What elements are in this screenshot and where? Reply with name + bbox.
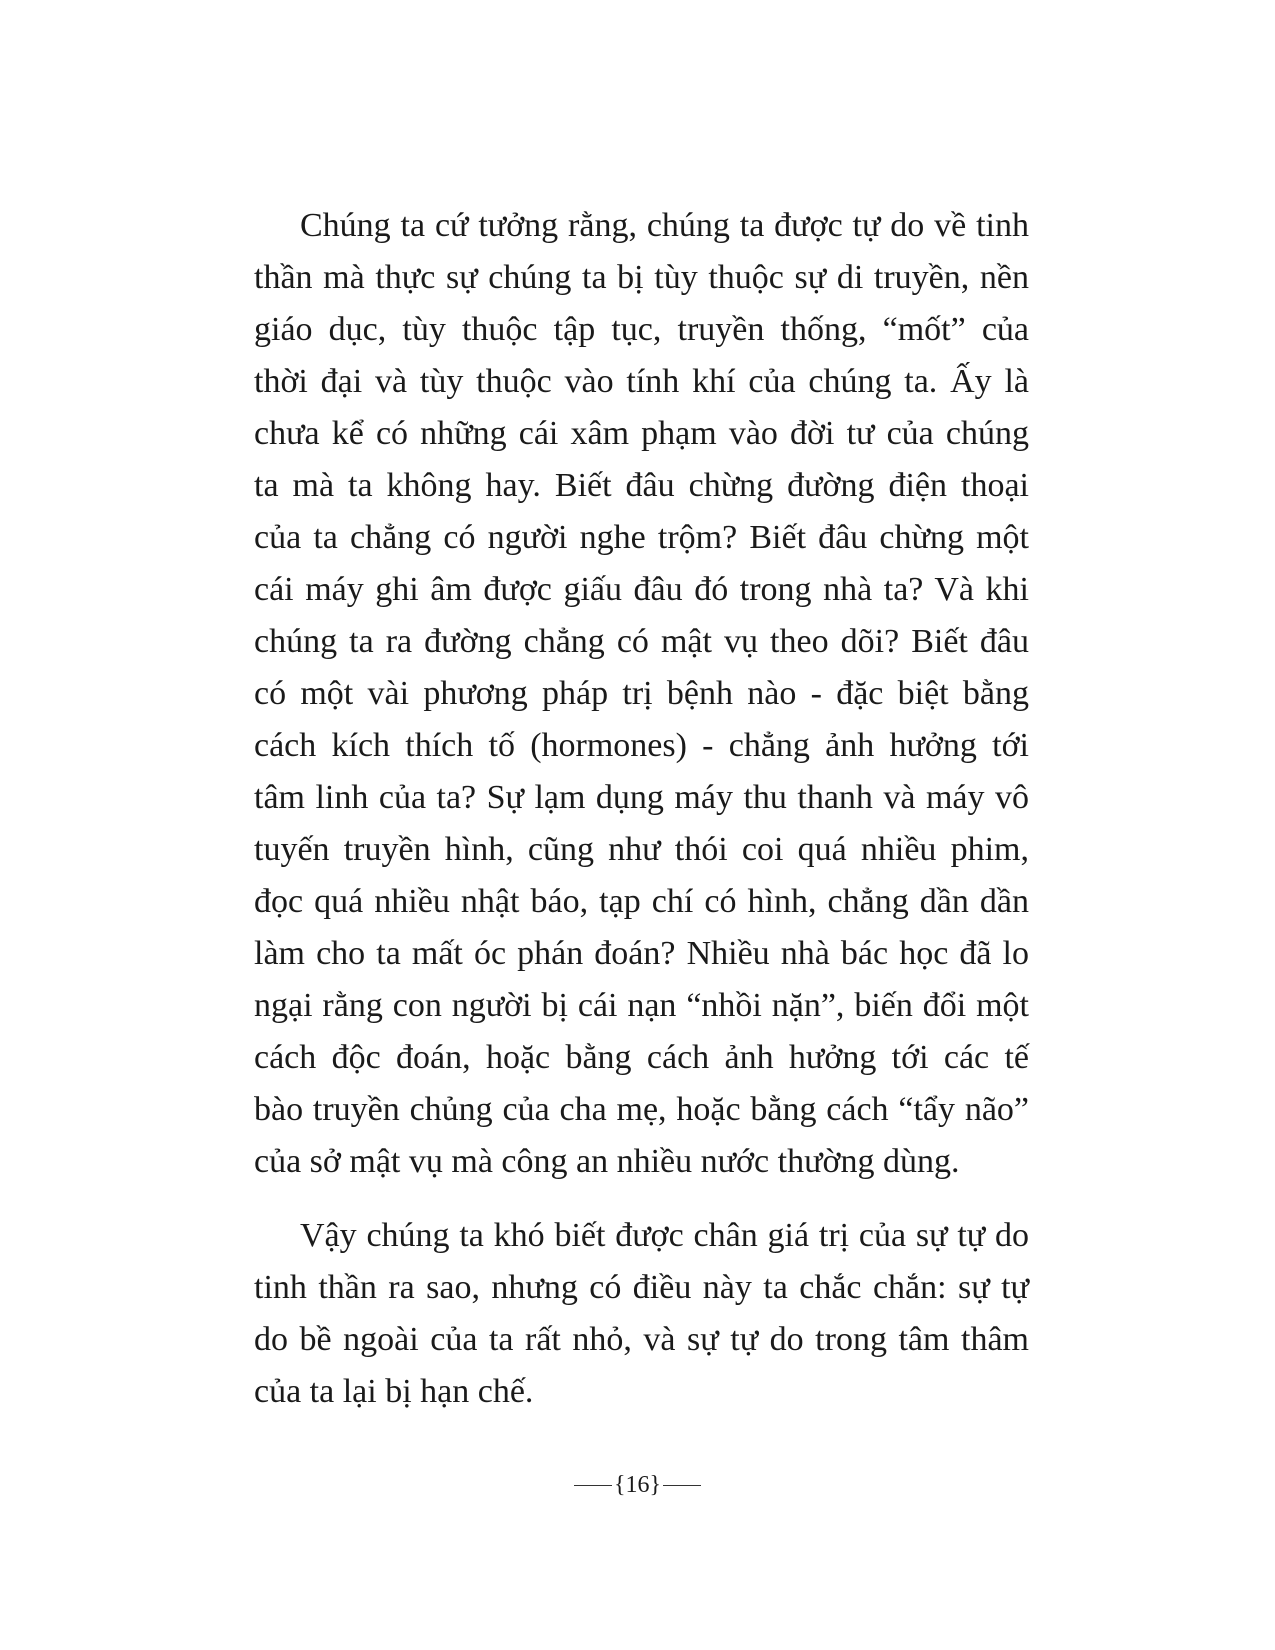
text-line: của ta chẳng có người nghe trộm? Biết đâu chừng một <box>254 519 1029 556</box>
footer-rule-left <box>574 1485 612 1486</box>
text-line: cách kích thích tố (hormones) - chẳng ảnh hưởng tới <box>254 727 1029 764</box>
text-line: của ta lại bị hạn chế. <box>254 1373 534 1410</box>
text-line: có một vài phương pháp trị bệnh nào - đặc biệt bằng <box>254 675 1029 712</box>
text-line: thần mà thực sự chúng ta bị tùy thuộc sự di truyền, nền <box>254 259 1029 296</box>
text-line: tâm linh của ta? Sự lạm dụng máy thu thanh và máy vô <box>254 779 1029 816</box>
text-line: làm cho ta mất óc phán đoán? Nhiều nhà bác học đã lo <box>254 935 1029 972</box>
footer-open-brace: { <box>613 1472 626 1498</box>
text-line: cái máy ghi âm được giấu đâu đó trong nhà ta? Và khi <box>254 571 1029 608</box>
footer-close-brace: } <box>649 1472 662 1498</box>
text-line: ta mà ta không hay. Biết đâu chừng đường điện thoại <box>254 467 1029 504</box>
text-line: tinh thần ra sao, nhưng có điều này ta chắc chắn: sự tự <box>254 1269 1029 1306</box>
text-line: giáo dục, tùy thuộc tập tục, truyền thống, “mốt” của <box>254 311 1029 348</box>
footer-rule-right <box>663 1485 701 1486</box>
text-line: bào truyền chủng của cha mẹ, hoặc bằng cách “tẩy não” <box>254 1091 1029 1128</box>
text-line: Vậy chúng ta khó biết được chân giá trị của sự tự do <box>300 1217 1029 1254</box>
page-number: 16 <box>625 1472 650 1498</box>
text-line: chưa kể có những cái xâm phạm vào đời tư của chúng <box>254 415 1029 452</box>
text-line: chúng ta ra đường chẳng có mật vụ theo dõi? Biết đâu <box>254 623 1029 660</box>
paragraph-1 <box>254 200 1029 1188</box>
paragraph-2 <box>254 1210 1029 1418</box>
body-text <box>254 200 1029 1418</box>
text-line: ngại rằng con người bị cái nạn “nhồi nặn”, biến đổi một <box>254 987 1029 1024</box>
text-line: cách độc đoán, hoặc bằng cách ảnh hưởng tới các tế <box>254 1039 1029 1076</box>
text-line: của sở mật vụ mà công an nhiều nước thường dùng. <box>254 1143 960 1180</box>
page-footer <box>0 1472 1275 1499</box>
text-line: Chúng ta cứ tưởng rằng, chúng ta được tự do về tinh <box>300 207 1029 244</box>
text-line: đọc quá nhiều nhật báo, tạp chí có hình, chẳng dần dần <box>254 883 1029 920</box>
text-line: tuyến truyền hình, cũng như thói coi quá nhiều phim, <box>254 831 1029 868</box>
text-line: do bề ngoài của ta rất nhỏ, và sự tự do trong tâm thâm <box>254 1321 1029 1358</box>
text-line: thời đại và tùy thuộc vào tính khí của chúng ta. Ấy là <box>254 363 1029 400</box>
